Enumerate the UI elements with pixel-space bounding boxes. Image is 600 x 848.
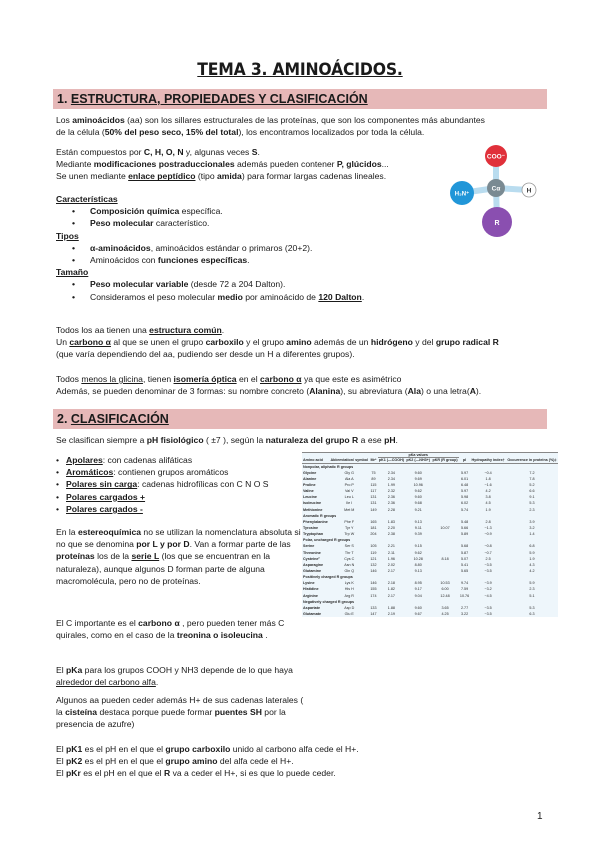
list-item: • α-aminoácidos, aminoácidos estándar o primaros (20+2). [72,242,364,254]
hydrogen-atom-icon [522,183,536,197]
estereoquimica-paragraph: En la estereoquímica no se utilizan la nomenclatura absoluta si no que se denomina por L y por D. Van a formar parte de las proteínas los de la serie L (los que se encuentran en la naturaleza), aunque algunos D forman parte de alguna macromolécula, pero no de proteínas. [56,527,301,586]
list-item: • Aminoácidos con funciones específicas. [72,254,364,266]
tamano-heading: Tamaño [56,267,89,278]
table-group-row: Negatively charged R groups [303,599,355,604]
properties-list [56,193,364,303]
page-title: TEMA 3. AMINOÁCIDOS. [197,60,403,80]
svg-text:H₃N⁺: H₃N⁺ [454,191,470,198]
table-row: Tryptophan Trp W 204 2.38 9.39 5.89 −0.9 1.4 [303,532,535,537]
list-item: • Polares cargados + [56,491,306,503]
svg-text:R: R [494,220,500,227]
table-row: Methionine Met M 149 2.28 9.21 5.74 1.9 2.3 [303,507,535,512]
table-row: Asparagine Asn N 132 2.02 8.80 5.41 −3.5 4.3 [303,562,535,567]
table-row: Lysine Lys K 146 2.18 8.95 10.53 9.74 −3.9 5.9 [303,581,535,586]
amino-acid-properties-table [302,452,558,617]
page-number: 1 [537,811,543,822]
svg-text:Cα: Cα [491,185,501,193]
section-2-heading: 2. CLASIFICACIÓN [53,409,547,429]
list-item: • Composición química específica. [72,205,364,217]
caracteristicas-heading: Características [56,194,118,204]
table-row: Leucine Leu L 131 2.36 9.60 5.98 3.8 9.1 [303,495,535,500]
table-group-row: Polar, uncharged R groups [303,538,351,543]
pk-definitions [56,743,359,780]
coo-atom-icon [485,145,507,167]
list-item: • Peso molecular característico. [72,217,364,229]
list-item: • Aromáticos: contienen grupos aromáticos [56,466,306,478]
table-row: Aspartate Asp D 133 1.88 9.60 3.65 2.77 −3.5 5.3 [303,605,535,610]
table-row: Glutamate Glu E 147 2.19 9.67 4.25 3.22 −3.5 6.3 [303,611,535,616]
table-row: Glutamine Gln Q 146 2.17 9.13 5.65 −3.5 4.2 [303,569,535,573]
amino-acid-molecule-diagram [446,143,546,243]
table-row: Arginine Arg R 174 2.17 9.04 12.48 10.76 −4.5 5.1 [303,593,535,598]
table-row: Histidine His H 155 1.82 9.17 6.00 7.59 −3.2 2.3 [303,587,535,592]
table-row: Serine Ser S 105 2.21 9.15 5.68 −0.8 6.8 [303,544,535,549]
r-group-classes-list [56,454,306,515]
table-row: Cysteine² Cys C 121 1.96 10.28 8.18 5.07 2.5 1.9 [303,556,535,561]
table-row: Glycine Gly G 75 2.34 9.60 5.97 −0.4 7.2 [303,470,535,475]
structure-paragraph: Todos los aa tienen una estructura común. Un carbono α al que se unen el grupo carboxilo y el grupo amino además de un hidrógeno y del grupo radical R (que varía dependiendo del aa, pudiendo ser desde un H a diferentes grupos). [56,325,499,360]
table-body [302,463,558,617]
pk1-definition: El pK1 es el pH en el que el grupo carboxilo unido al carbono alfa cede el H+. [56,744,359,754]
svg-text:H: H [526,187,532,195]
pka-paragraph: El pKa para los grupos COOH y NH3 depende de lo que haya alrededor del carbono alfa. [56,665,293,688]
list-item: • Polares sin carga: cadenas hidrofílicas con C N O S [56,478,306,490]
amine-atom-icon [450,181,474,205]
pkr-definition: El pKr es el pH en el que el R va a ceder el H+, si es que lo puede ceder. [56,768,336,779]
list-item: • Polares cargados - [56,503,306,515]
r-group-atom-icon [482,207,512,237]
quiral-paragraph: El C importante es el carbono α , pero pueden tener más C quirales, como en el caso de la treonina o isoleucina . [56,618,285,641]
table-row: Valine Val V 117 2.32 9.62 5.97 4.2 6.6 [303,489,535,494]
intro-paragraph: Los aminoácidos (aa) son los sillares estructurales de las proteínas, que son los componentes más abundantes de la célula (50% del peso seco, 15% del total), los encontramos localizados por toda la célula. [56,115,485,138]
list-item: • Apolares: con cadenas alifáticas [56,454,306,466]
composition-paragraph: Están compuestos por C, H, O, N y, algunas veces S. Mediante modificaciones postraduccionales además pueden contener P, glúcidos... Se unen mediante enlace peptídico (tipo amida) para formar largas cadenas lineales. [56,147,389,182]
carbon-alpha-atom-icon [487,179,505,197]
classification-intro: Se clasifican siempre a pH fisiológico ( ±7 ), según la naturaleza del grupo R a ese pH. [56,435,398,445]
table-group-row: Aromatic R groups [303,513,337,518]
table-row: Phenylalanine Phe F 165 1.83 9.13 5.48 2.8 3.9 [303,519,535,524]
table-row: Proline Pro P 115 1.99 10.96 6.48 −1.6 5.2 [303,483,535,488]
table-row: Alanine Ala A 89 2.34 9.69 6.01 1.8 7.8 [303,476,535,481]
table-row: Threonine Thr T 119 2.11 9.62 5.87 −0.7 5.9 [303,550,535,555]
table-row: Isoleucine Ile I 131 2.36 9.68 6.02 4.5 5.3 [303,501,535,506]
list-item: • Consideramos el peso molecular medio por aminoácido de 120 Dalton. [72,291,364,303]
table-row: Tyrosine Tyr Y 181 2.20 9.11 10.07 5.66 −1.3 3.2 [303,526,535,531]
tipos-heading: Tipos [56,230,79,241]
table-group-row: Nonpolar, aliphatic R groups [303,464,354,469]
pk-values-header: pKa values [378,453,459,458]
section-1-heading: 1. ESTRUCTURA, PROPIEDADES Y CLASIFICACIÓN [53,89,547,109]
list-item: • Peso molecular variable (desde 72 a 204 Dalton). [72,278,364,290]
table-group-row: Positively charged R groups [303,575,353,580]
table-header-row: Amino acid Abbreviation/ symbol Mr* pK1 (—COOH) pK2 (—NH3+) pKR (R group) pI Hydropathy index† Occurrence in proteins (%)‡ [303,458,557,463]
svg-text:COO⁻: COO⁻ [486,153,506,161]
ceder-paragraph: Algunos aa pueden ceder además H+ de sus cadenas laterales ( la cisteína destaca porque puede formar puentes SH por la presencia de azufre) [56,695,304,730]
pk2-definition: El pK2 es el pH en el que el grupo amino del alfa cede el H+. [56,756,294,767]
isomeria-paragraph: Todos menos la glicina, tienen isomería óptica en el carbono α ya que este es asimétrico Además, se pueden denominar de 3 formas: su nombre concreto (Alanina), su abreviatura (Ala) o una letra(A). [56,374,482,397]
